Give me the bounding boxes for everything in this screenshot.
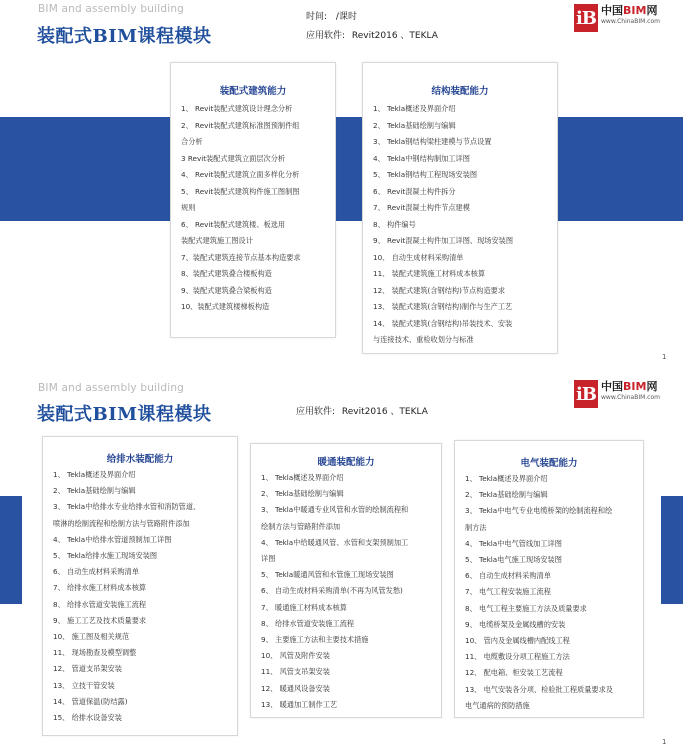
blue-band-left (0, 496, 22, 604)
list-item: 6、 Revit装配式建筑楼、板选用 (181, 219, 286, 229)
list-item: 喷淋的绘制流程和绘制方法与管路附件添加 (53, 518, 190, 528)
list-item: 1、 Revit装配式建筑设计理念分析 (181, 104, 293, 113)
list-item: 装配式建筑施工图设计 (181, 236, 253, 245)
list-item: 与连接技术、重检收划分与标准 (373, 335, 474, 344)
card-title: 给排水装配能力 (106, 454, 174, 465)
list-item: 2、 Tekla基础绘制与编辑 (373, 120, 456, 130)
list-item: 15、 给排水设备安装 (53, 713, 122, 723)
list-item: 1、 Tekla概述及界面介绍 (373, 104, 456, 113)
list-item: 10、 自动生成材料采购清单 (373, 252, 464, 262)
list-item: 14、 装配式建筑(含钢结构)吊装技术、安装 (373, 318, 513, 328)
card-item-list (465, 471, 641, 714)
card-prefab-building (170, 62, 336, 338)
list-item: 8、 给排水管道安装施工流程 (261, 618, 355, 628)
list-item: 9、 Revit混凝土构件加工详图、现场安装图 (373, 236, 514, 245)
list-item: 13、 电气安装各分项、检验批工程质量要求及 (465, 684, 613, 694)
logo-name-suffix: 网 (646, 4, 658, 17)
list-item: 6、 自动生成材料采购清单(不再为风管发愁) (261, 586, 403, 596)
list-item: 11、 现场勘查及模型调整 (53, 648, 137, 658)
logo-name-prefix: 中国 (601, 4, 623, 17)
list-item: 7、 暖通施工材料成本核算 (261, 602, 347, 612)
blue-band (0, 117, 683, 221)
list-item: 合分析 (181, 137, 203, 146)
time-info (306, 9, 357, 22)
list-item: 4、 Tekla中钢结构制加工详图 (373, 153, 470, 163)
list-item: 12、 配电箱、柜安装工艺流程 (465, 668, 563, 678)
page-number: 1 (662, 738, 667, 746)
list-item: 2、 Tekla基础绘制与编辑 (261, 489, 344, 499)
list-item: 6、 自动生成材料采购清单 (465, 571, 551, 581)
list-item: 8、 给排水管道安装施工流程 (53, 599, 147, 609)
list-item: 13、 暖通加工制作工艺 (261, 699, 338, 709)
card-hvac-assembly (250, 443, 442, 718)
header-english-title: BIM and assembly building (38, 3, 185, 15)
list-item: 10、 管内及金属线槽内配线工程 (465, 636, 570, 646)
list-item: 4、 Revit装配式建筑立面多样化分析 (181, 170, 300, 179)
list-item: 制方法 (465, 522, 487, 532)
list-item: 绘制方法与管路附件添加 (261, 521, 341, 531)
slide-2 (0, 378, 683, 756)
list-item: 5、 Revit装配式建筑构件施工图制图 (181, 186, 300, 196)
list-item: 4、 Tekla中给暖通风管、水管和支架预制加工 (261, 537, 409, 547)
chinabim-logo (574, 380, 660, 408)
card-title: 电气装配能力 (520, 458, 578, 469)
list-item: 5、 Tekla钢结构工程现场安装图 (373, 170, 478, 179)
list-item: 9、 电缆桥架及金属线槽的安装 (465, 619, 566, 629)
list-item: 1、 Tekla概述及界面介绍 (53, 470, 136, 479)
chinabim-logo (574, 4, 660, 32)
list-item: 2、 Tekla基础绘制与编辑 (465, 490, 548, 500)
card-structural-assembly (362, 62, 558, 354)
logo-mark-icon: iB (574, 4, 598, 32)
list-item: 9、 施工工艺及技术质量要求 (53, 615, 147, 625)
slide-1 (0, 0, 683, 372)
list-item: 9、 主要施工方法和主要技术措施 (261, 635, 369, 645)
list-item: 10、 施工图及相关规范 (53, 632, 130, 642)
card-electrical-assembly (454, 440, 644, 718)
list-item: 10、装配式建筑楼梯板构造 (181, 302, 270, 311)
list-item: 3、 Tekla钢结构梁柱建模与节点设置 (373, 137, 492, 146)
list-item: 7、 Revit混凝土构件节点建模 (373, 203, 470, 212)
list-item: 8、 构件编号 (373, 219, 416, 229)
list-item: 2、 Tekla基础绘制与编辑 (53, 486, 136, 496)
software-value: Revit2016 、TEKLA (351, 31, 438, 41)
list-item: 12、 管道支吊架安装 (53, 664, 122, 674)
card-title: 装配式建筑能力 (219, 86, 287, 97)
list-item: 3、 Tekla中电气专业电缆桥架的绘制流程和绘 (465, 506, 613, 516)
list-item: 1、 Tekla概述及界面介绍 (465, 474, 548, 483)
logo-name-bim: BIM (623, 4, 647, 17)
list-item: 5、 Tekla给排水施工现场安装图 (53, 551, 158, 561)
list-item: 11、 电缆敷设分项工程施工方法 (465, 652, 570, 662)
software-label: 应用软件: (306, 31, 346, 41)
list-item: 7、装配式建筑连接节点基本构造要求 (181, 252, 301, 262)
list-item: 4、 Tekla中给排水管道预制加工详图 (53, 534, 172, 544)
logo-name-prefix: 中国 (601, 380, 623, 393)
software-info (296, 404, 428, 417)
card-item-list (53, 467, 235, 726)
list-item: 3、 Tekla中给排水专业给排水管和消防管道、 (53, 502, 201, 512)
list-item: 13、 立技干管安装 (53, 680, 115, 690)
software-info (306, 28, 438, 41)
logo-name-bim: BIM (623, 380, 647, 393)
header-english-title: BIM and assembly building (38, 382, 185, 394)
list-item: 14、 管道保温(防结露) (53, 696, 128, 706)
list-item: 电气通病的预防措施 (465, 700, 530, 710)
list-item: 6、 Revit混凝土构件拆分 (373, 186, 456, 196)
list-item: 10、 风管及附件安装 (261, 651, 330, 661)
page-number: 1 (662, 353, 667, 361)
list-item: 1、 Tekla概述及界面介绍 (261, 473, 344, 482)
list-item: 2、 Revit装配式建筑标准图预制件组 (181, 120, 300, 130)
list-item: 5、 Tekla电气施工现场安装图 (465, 555, 562, 565)
list-item: 11、 装配式建筑施工材料成本核算 (373, 269, 486, 278)
list-item: 9、装配式建筑叠合梁板构造 (181, 285, 272, 295)
card-plumbing-assembly (42, 436, 238, 736)
list-item: 12、 装配式建筑(含钢结构)节点构造要求 (373, 285, 506, 295)
list-item: 13、 装配式建筑(含钢结构)制作与生产工艺 (373, 302, 513, 311)
list-item: 3、 Tekla中暖通专业风管和水管的绘制流程和 (261, 505, 409, 515)
software-label: 应用软件: (296, 407, 336, 417)
list-item: 8、装配式建筑叠合楼板构造 (181, 269, 272, 278)
list-item: 5、 Tekla暖通风管和水管施工现场安装图 (261, 570, 394, 580)
list-item: 6、 自动生成材料采购清单 (53, 567, 139, 577)
card-item-list (261, 470, 439, 713)
list-item: 详图 (261, 554, 276, 564)
card-item-list (373, 101, 555, 349)
list-item: 12、 暖通风设备安装 (261, 683, 330, 693)
logo-url: www.ChinaBIM.com (601, 18, 661, 25)
list-item: 7、 给排水施工材料成本核算 (53, 583, 147, 593)
blue-band-right (661, 496, 683, 604)
card-item-list (181, 101, 331, 316)
list-item: 11、 风管支吊架安装 (261, 667, 330, 677)
time-label: 时间: (306, 12, 328, 22)
list-item: 规则 (181, 203, 196, 212)
logo-url: www.ChinaBIM.com (601, 394, 661, 401)
card-title: 暖通装配能力 (317, 457, 375, 468)
header-chinese-title: 装配式BIM课程模块 (37, 26, 212, 47)
list-item: 4、 Tekla中电气管线加工详图 (465, 538, 562, 548)
list-item: 7、 电气工程安装施工流程 (465, 587, 551, 597)
list-item: 8、 电气工程主要施工方法及质量要求 (465, 603, 587, 613)
card-title: 结构装配能力 (431, 86, 489, 97)
logo-mark-icon: iB (574, 380, 598, 408)
logo-name-suffix: 网 (646, 380, 658, 393)
header-chinese-title: 装配式BIM课程模块 (37, 404, 212, 425)
list-item: 3 Revit装配式建筑立面层次分析 (181, 153, 286, 163)
time-value: /课时 (335, 12, 357, 22)
software-value: Revit2016 、TEKLA (341, 407, 428, 417)
